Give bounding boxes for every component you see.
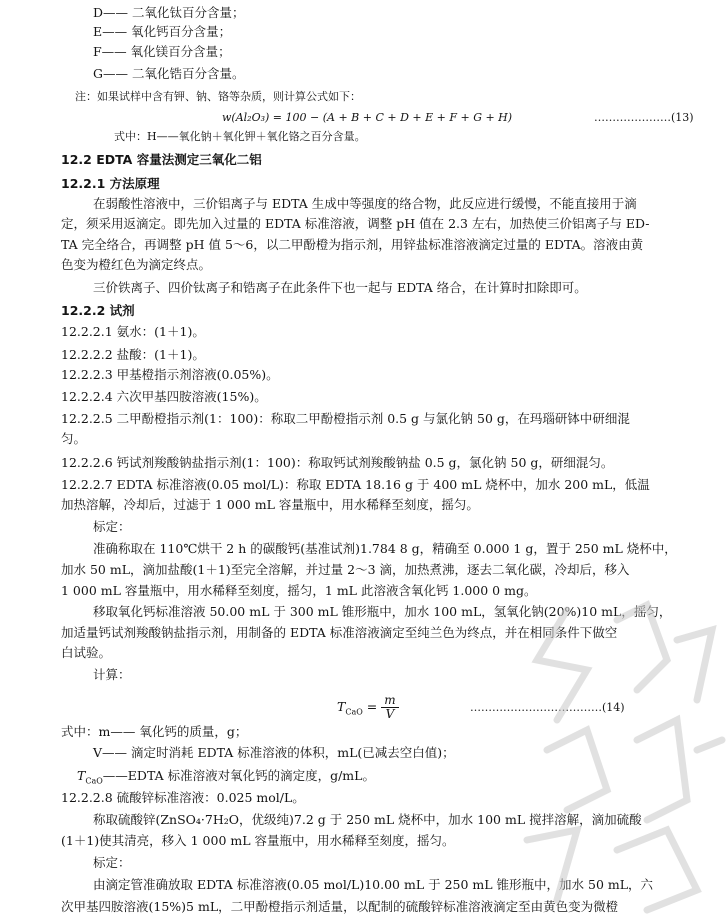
reagent-item: 12.2.2.3 甲基橙指示剂溶液(0.05%)。 [61, 367, 279, 382]
paragraph-line: 称取硫酸锌(ZnSO₄·7H₂O，优级纯)7.2 g 于 250 mL 烧杯中，加水 100 mL 搅拌溶解，滴加硫酸 [93, 812, 642, 827]
symbol-legend-t: $T_{CaO}——EDTA$ 标准溶液对氧化钙的滴定度，g/mL。 [77, 768, 375, 786]
reagent-item-continued: 加热溶解，冷却后，过滤于 1 000 mL 容量瓶中，用水稀释至刻度，摇匀。 [61, 497, 479, 512]
note: 注：如果试样中含有钾、钠、铬等杂质，则计算公式如下： [75, 90, 361, 103]
paragraph-line: (1＋1)使其清亮，移入 1 000 mL 容量瓶中，用水稀释至刻度，摇匀。 [61, 833, 455, 848]
formula-14-subscript: CaO [345, 707, 363, 717]
paragraph-line: 色变为橙红色为滴定终点。 [61, 257, 212, 272]
paragraph-line: 移取氧化钙标准溶液 50.00 mL 于 300 mL 锥形瓶中，加水 100 mL，氢氧化钠(20%)10 mL，摇匀， [93, 604, 672, 619]
symbol-legend-v: V—— 滴定时消耗 EDTA 标准溶液的体积，mL(已减去空白值)； [93, 745, 455, 760]
fraction-denominator: V [385, 707, 395, 721]
paragraph-line: 1 000 mL 容量瓶中，用水稀释至刻度，摇匀，1 mL 此溶液含氧化钙 1.000 0 mg。 [61, 583, 537, 598]
section-heading-12-2-2: 12.2.2 试剂 [61, 303, 135, 318]
section-heading-12-2-1: 12.2.1 方法原理 [61, 176, 160, 191]
reagent-item: 12.2.2.4 六次甲基四胺溶液(15%)。 [61, 389, 267, 404]
reagent-item: 12.2.2.5 二甲酚橙指示剂(1：100)：称取二甲酚橙指示剂 0.5 g 与氯化钠 50 g，在玛瑙研钵中研细混 [61, 411, 630, 426]
watermark-stamp [497, 600, 727, 922]
reagent-item: 12.2.2.6 钙试剂羧酸钠盐指示剂(1：100)：称取钙试剂羧酸钠盐 0.5 g，氯化钠 50 g，研细混匀。 [61, 455, 614, 470]
paragraph-line: 次甲基四胺溶液(15%)5 mL，二甲酚橙指示剂适量，以配制的硫酸锌标准溶液滴定至由黄色变为微橙 [61, 899, 619, 914]
formula-14 [337, 694, 399, 721]
calibration-label: 标定： [93, 519, 131, 534]
fraction-numerator: m [381, 694, 398, 708]
paragraph-line: 白试验。 [61, 645, 112, 660]
paragraph-line: 加适量钙试剂羧酸钠盐指示剂，用制备的 EDTA 标准溶液滴定至纯兰色为终点，并在相同条件下做空 [61, 625, 618, 640]
calibration-label: 标定： [93, 855, 131, 870]
formula-14-fraction [381, 694, 398, 721]
equation-number-13: …………………(13) [594, 111, 694, 124]
paragraph-line: TA 完全络合，再调整 pH 值 5～6，以二甲酚橙为指示剂，用锌盐标准溶液滴定过量的 EDTA。溶液由黄 [61, 237, 644, 252]
legend-e: E—— 氧化钙百分含量； [93, 24, 232, 39]
reagent-item-continued: 匀。 [61, 431, 87, 446]
section-heading-12-2: 12.2 EDTA 容量法测定三氧化二铝 [61, 152, 262, 167]
formula-14-symbol: T [337, 699, 346, 714]
legend-f: F—— 氧化镁百分含量； [93, 44, 231, 59]
paragraph-line: 由滴定管准确放取 EDTA 标准溶液(0.05 mol/L)10.00 mL 于 250 mL 锥形瓶中，加水 50 mL，六 [93, 877, 654, 892]
calculation-label: 计算： [93, 667, 131, 682]
reagent-item: 12.2.2.8 硫酸锌标准溶液：0.025 mol/L。 [61, 790, 305, 805]
reagent-item: 12.2.2.2 盐酸：(1＋1)。 [61, 347, 205, 362]
legend-g: G—— 二氧化锆百分含量。 [93, 66, 245, 81]
legend-d: D—— 二氧化钛百分含量； [93, 5, 245, 20]
paragraph-line: 三价铁离子、四价钛离子和锆离子在此条件下也一起与 EDTA 络合，在计算时扣除即可。 [93, 280, 587, 295]
reagent-item: 12.2.2.1 氨水：(1＋1)。 [61, 324, 205, 339]
paragraph-line: 准确称取在 110℃烘干 2 h 的碳酸钙(基准试剂)1.784 8 g，精确至 0.000 1 g，置于 250 mL 烧杯中， [93, 541, 677, 556]
paragraph-line: 加水 50 mL，滴加盐酸(1＋1)至完全溶解，并过量 2～3 滴，加热煮沸，逐去二氧化碳，冷却后，移入 [61, 562, 630, 577]
reagent-item: 12.2.2.7 EDTA 标准溶液(0.05 mol/L)：称取 EDTA 18.16 g 于 400 mL 烧杯中，加水 200 mL，低温 [61, 477, 650, 492]
formula-13: w(Al₂O₃) = 100 − (A + B + C + D + E + F + G + H) [222, 111, 513, 124]
formula-13-legend: 式中：H——氧化钠＋氧化钾＋氧化铬之百分含量。 [114, 130, 366, 143]
formula-14-equals: = [366, 699, 378, 714]
paragraph-line: 定，须采用返滴定。即先加入过量的 EDTA 标准溶液，调整 pH 值在 2.3 左右，加热使三价铝离子与 ED- [61, 216, 650, 231]
equation-number-14: ………………………………(14) [470, 701, 625, 714]
paragraph-line: 在弱酸性溶液中，三价铝离子与 EDTA 生成中等强度的络合物，此反应进行缓慢，不能直接用于滴 [93, 196, 637, 211]
symbol-legend-m: 式中：m—— 氧化钙的质量，g； [61, 724, 248, 739]
